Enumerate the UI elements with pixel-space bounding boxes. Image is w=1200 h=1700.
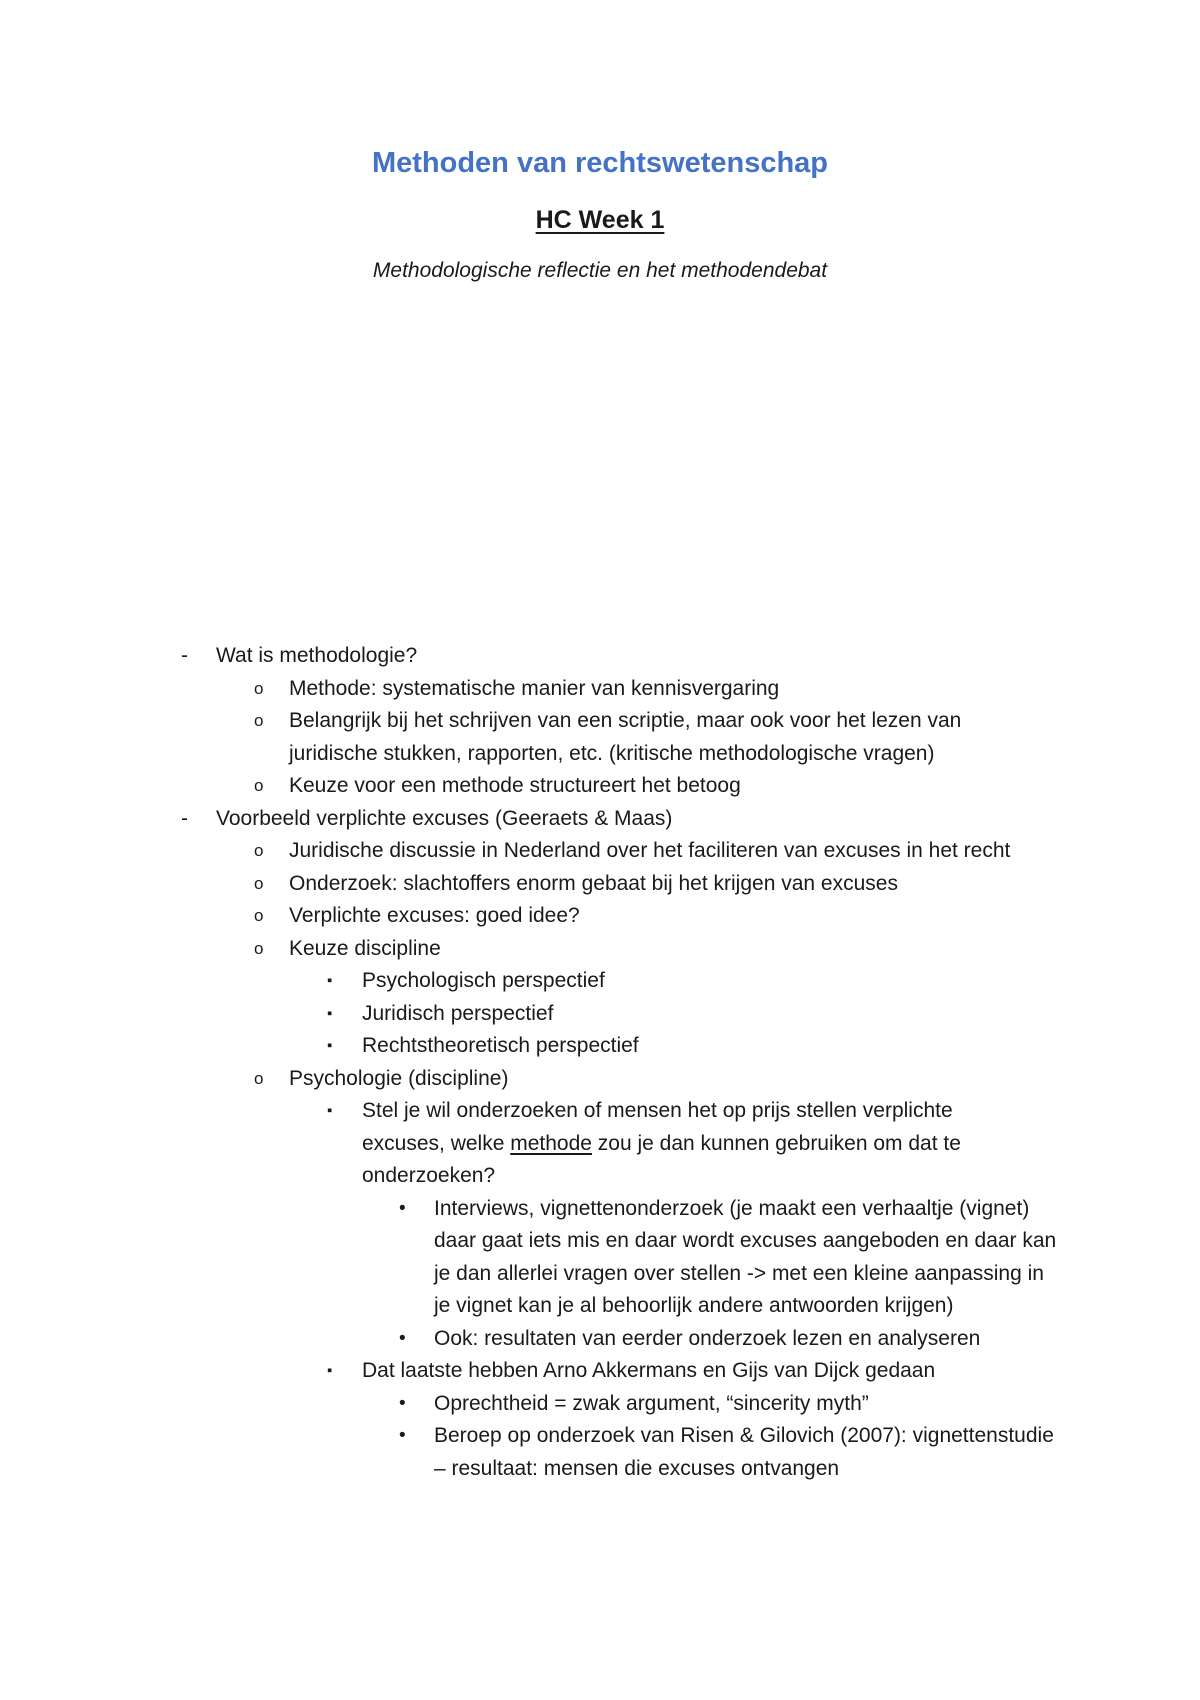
circle-bullet-icon: o (254, 873, 264, 893)
outline-subitem-text: Methode: systematische manier van kennisvergaring (289, 676, 780, 700)
method-text: Ook: resultaten van eerder onderzoek lezen en analyseren (434, 1326, 981, 1350)
outline-subitem-text: Onderzoek: slachtoffers enorm gebaat bij het krijgen van excuses (289, 871, 898, 895)
square-bullet-icon: ▪ (327, 1004, 333, 1022)
circle-bullet-icon: o (254, 1068, 264, 1088)
circle-bullet-icon: o (254, 906, 264, 925)
square-bullet-icon: ▪ (327, 972, 333, 989)
notes-outline (0, 640, 1200, 1485)
outline-item-apologies-example (0, 803, 1200, 836)
outline-subitem (0, 705, 1200, 770)
akkermans-item (0, 1355, 1200, 1388)
dash-bullet-icon: - (181, 644, 188, 667)
discipline-item (0, 965, 1200, 998)
outline-subitem (0, 933, 1200, 966)
square-bullet-icon: ▪ (327, 1102, 333, 1119)
research-question-text (362, 1095, 1002, 1193)
outline-subitem-text: Belangrijk bij het schrijven van een scriptie, maar ook voor het lezen van juridische stukken, rapporten, etc. (kritische methodologische vragen) (289, 709, 962, 765)
discipline-item (0, 998, 1200, 1031)
outline-item-methodology (0, 640, 1200, 673)
outline-item-text: Wat is methodologie? (216, 644, 418, 667)
discipline-text: Rechtstheoretisch perspectief (362, 1034, 639, 1057)
dot-bullet-icon: • (399, 1197, 406, 1219)
outline-subitem (0, 835, 1200, 868)
akkermans-point (0, 1388, 1200, 1421)
underlined-term: methode (510, 1131, 592, 1155)
square-bullet-icon: ▪ (327, 1362, 333, 1379)
outline-item-text: Voorbeeld verplichte excuses (Geeraets & Maas) (216, 806, 673, 830)
dot-bullet-icon: • (399, 1392, 406, 1414)
akkermans-point-text: Oprechtheid = zwak argument, “sincerity myth” (434, 1391, 869, 1415)
akkermans-point-text: Beroep op onderzoek van Risen & Gilovich (2007): vignettenstudie – resultaat: mensen die excuses ontvangen (434, 1424, 1054, 1480)
dot-bullet-icon: • (399, 1425, 406, 1446)
discipline-text: Juridisch perspectief (362, 1001, 554, 1025)
outline-subitem-text: Juridische discussie in Nederland over het faciliteren van excuses in het recht (289, 839, 1011, 862)
document-title: Methoden van rechtswetenschap (371, 147, 829, 179)
research-question-item (0, 1095, 1200, 1193)
research-question-part: zou je dan kunnen gebruiken om dat te onderzoeken? (362, 1131, 961, 1187)
method-item (0, 1193, 1200, 1323)
discipline-text: Psychologisch perspectief (362, 969, 605, 992)
document-tagline: Methodologische reflectie en het methodendebat (372, 259, 828, 282)
document-subtitle: HC Week 1 (535, 206, 665, 234)
dot-bullet-icon: • (399, 1327, 406, 1349)
circle-bullet-icon: o (254, 678, 264, 698)
outline-subitem-text: Psychologie (discipline) (289, 1066, 509, 1090)
akkermans-text: Dat laatste hebben Arno Akkermans en Gijs van Dijck gedaan (362, 1359, 936, 1382)
dash-bullet-icon: - (181, 806, 188, 830)
outline-subitem (0, 770, 1200, 803)
outline-subitem (0, 900, 1200, 933)
circle-bullet-icon: o (254, 711, 264, 730)
method-item (0, 1323, 1200, 1356)
outline-subitem-psychology (0, 1063, 1200, 1096)
outline-subitem (0, 673, 1200, 706)
outline-subitem-text: Verplichte excuses: goed idee? (289, 904, 580, 927)
outline-subitem-text: Keuze discipline (289, 936, 441, 960)
circle-bullet-icon: o (254, 841, 264, 860)
akkermans-point (0, 1420, 1200, 1485)
method-text: Interviews, vignettenonderzoek (je maakt een verhaaltje (vignet) daar gaat iets mis en daar wordt excuses aangeboden en daar kan je dan allerlei vragen over stellen -> met een kleine aanpassing in je vignet kan je al behoorlijk andere antwoorden krijgen) (434, 1196, 1057, 1317)
discipline-item (0, 1030, 1200, 1063)
research-question-part: Stel je wil onderzoeken of mensen het op prijs stellen verplichte excuses, welke (362, 1099, 953, 1155)
outline-subitem-text: Keuze voor een methode structureert het betoog (289, 774, 741, 797)
circle-bullet-icon: o (254, 776, 264, 795)
square-bullet-icon: ▪ (327, 1037, 333, 1054)
outline-subitem (0, 868, 1200, 901)
circle-bullet-icon: o (254, 938, 264, 958)
